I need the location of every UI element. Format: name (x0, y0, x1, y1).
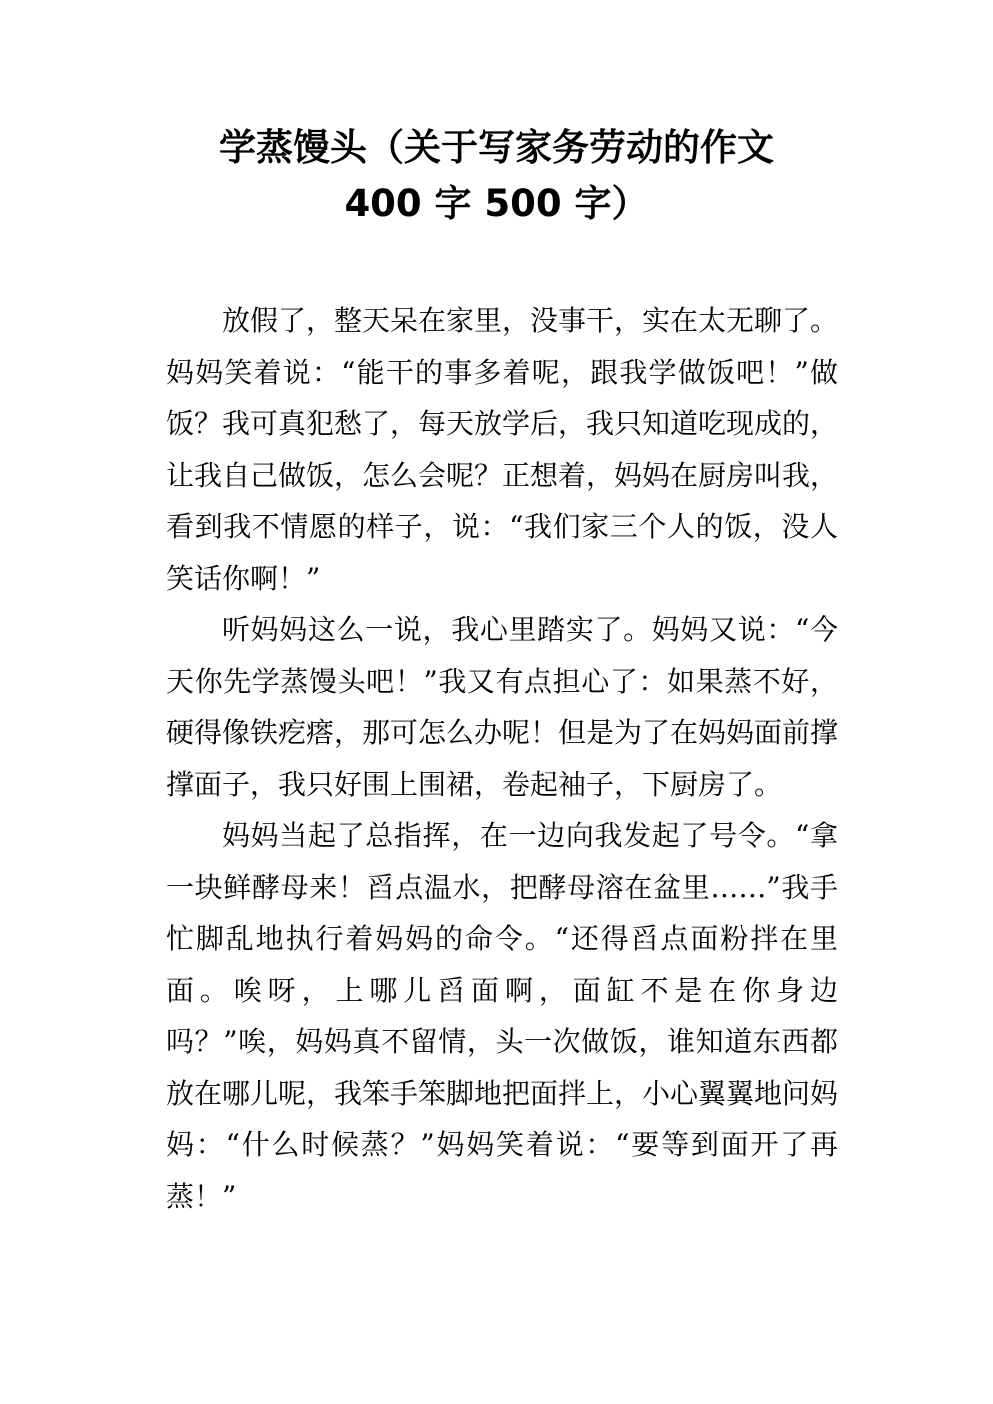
title-line-1: 学蒸馒头（关于写家务劳动的作文 (219, 126, 774, 169)
title-line-2: 400 字 500 字） (344, 182, 649, 225)
paragraph-1: 放假了，整天呆在家里，没事干，实在太无聊了。妈妈笑着说：“能干的事多着呢，跟我学做饭吧！”做饭？我可真犯愁了，每天放学后，我只知道吃现成的，让我自己做饭，怎么会呢？正想着，妈妈在厨房叫我，看到我不情愿的样子，说：“我们家三个人的饭，没人笑话你啊！” (166, 304, 839, 595)
document-title (0, 120, 993, 232)
document-body (166, 295, 838, 1222)
paragraph-2: 听妈妈这么一说，我心里踏实了。妈妈又说：“今天你先学蒸馒头吧！”我又有点担心了：如果蒸不好，硬得像铁疙瘩，那可怎么办呢！但是为了在妈妈面前撑撑面子，我只好围上围裙，卷起袖子，下厨房了。 (166, 613, 839, 801)
paragraph-3: 妈妈当起了总指挥，在一边向我发起了号令。“拿一块鲜酵母来！舀点温水，把酵母溶在盆里……”我手忙脚乱地执行着妈妈的命令。“还得舀点面粉拌在里面。唉呀，上哪儿舀面啊，面缸不是在你身边吗？”唉，妈妈真不留情，头一次做饭，谁知道东西都放在哪儿呢，我笨手笨脚地把面拌上，小心翼翼地问妈妈：“什么时候蒸？”妈妈笑着说：“要等到面开了再蒸！” (166, 819, 839, 1213)
